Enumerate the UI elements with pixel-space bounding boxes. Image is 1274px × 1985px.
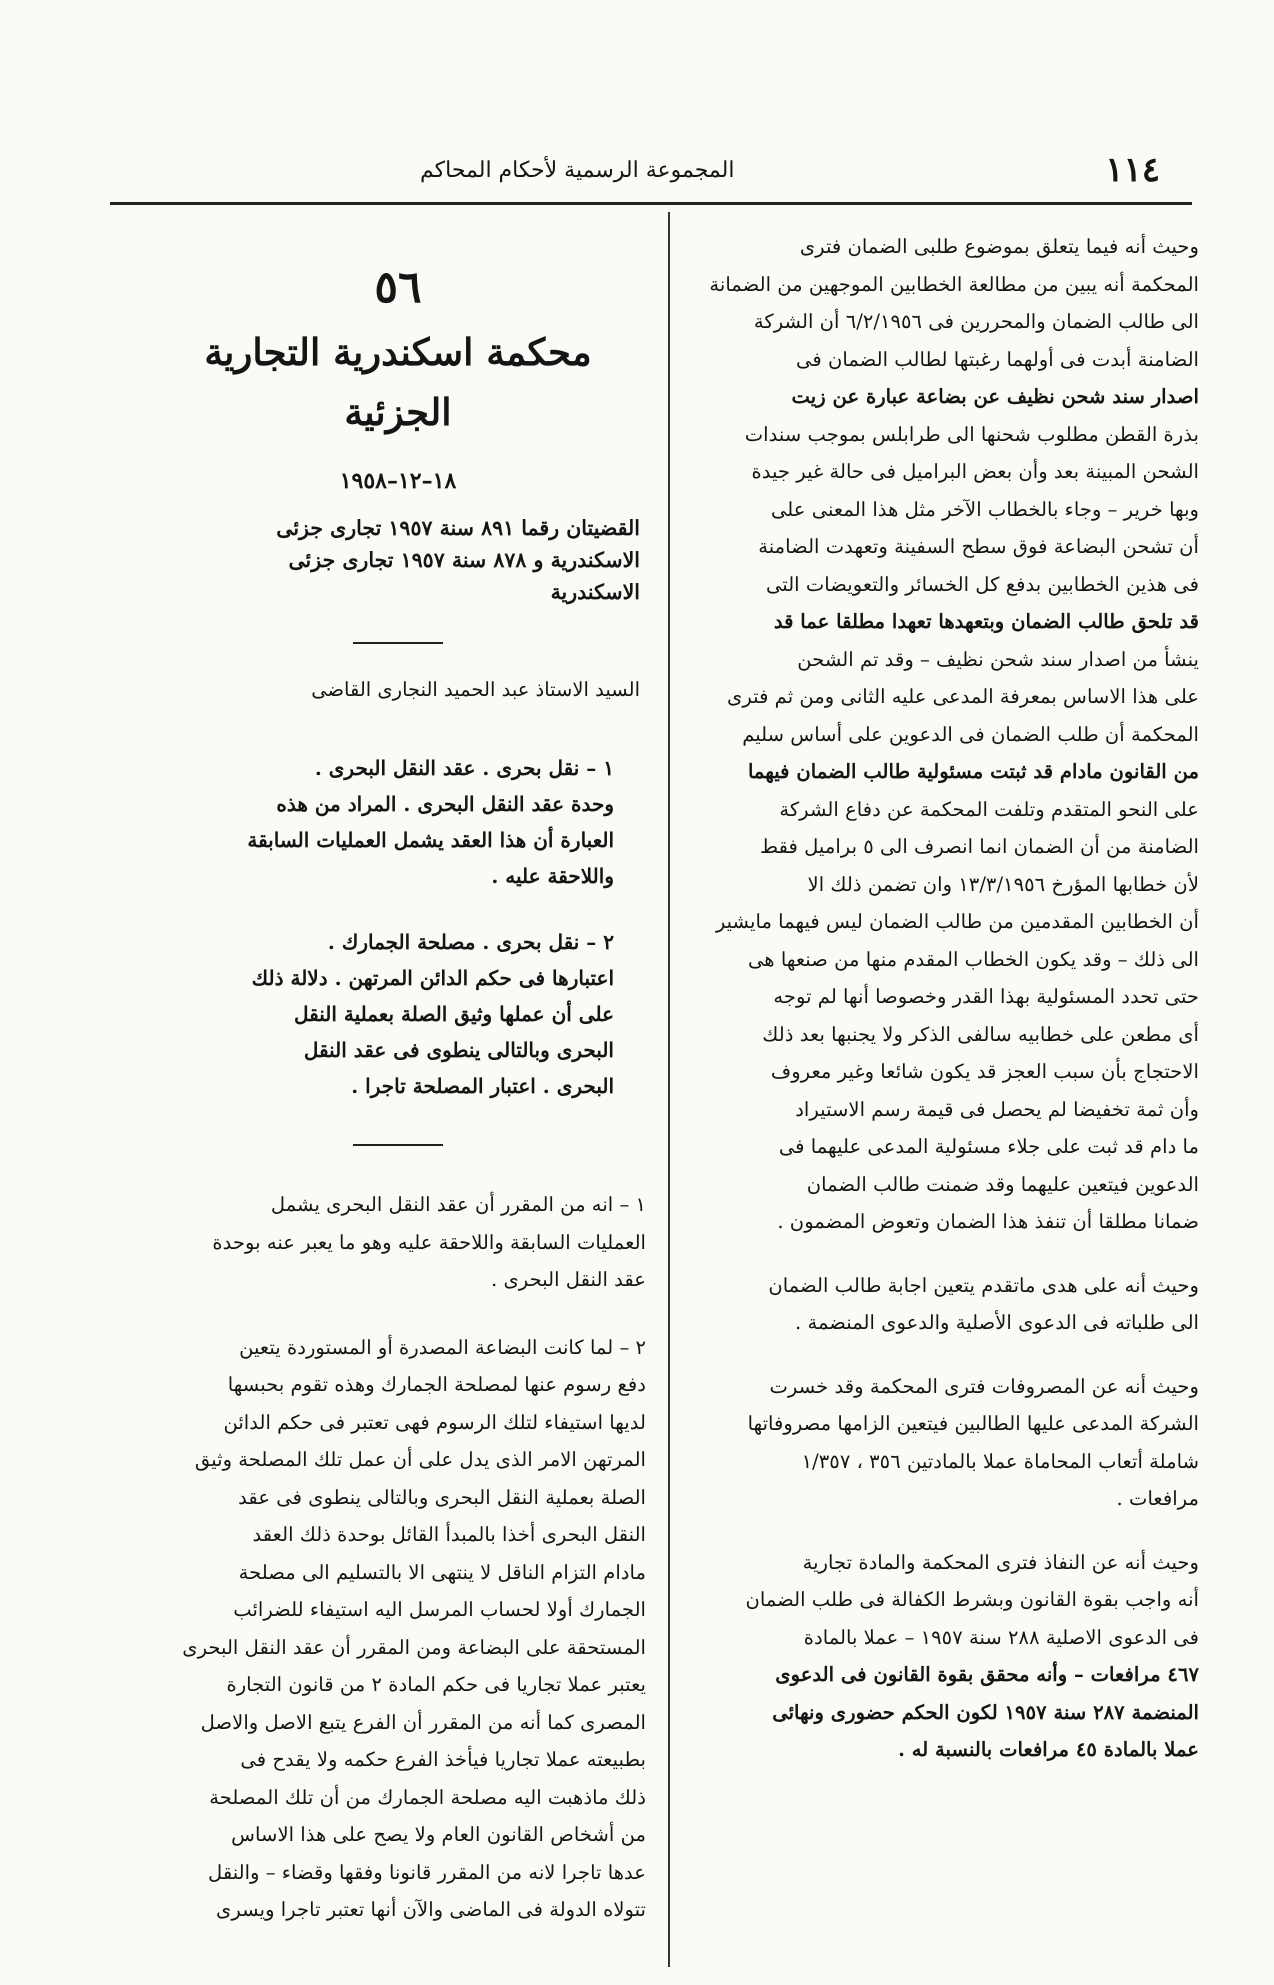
- right-paragraph-1: [695, 228, 1199, 1241]
- text-line: المرتهن الامر الذى يدل على أن عمل تلك المصلحة وثيق: [194, 1448, 646, 1471]
- left-column: [150, 228, 646, 1929]
- text-line: وأن ثمة تخفيضا لم يحصل فى قيمة رسم الاستيراد: [795, 1097, 1199, 1121]
- text-line: ٢ – لما كانت البضاعة المصدرة أو المستوردة يتعين: [239, 1335, 646, 1359]
- text-line: مادام التزام الناقل لا ينتهى الا بالتسليم الى مصلحة: [238, 1560, 646, 1584]
- legal-principle-2: [150, 924, 646, 1104]
- text-line: ضمانا مطلقا أن تنفذ هذا الضمان وتعوض المضمون .: [777, 1210, 1199, 1233]
- text-line: ٤٦٧ مرافعات – وأنه محقق بقوة القانون فى الدعوى: [775, 1663, 1199, 1686]
- text-line: لديها استيفاء لتلك الرسوم فهى تعتبر فى حكم الدائن: [223, 1410, 646, 1434]
- text-line: الاحتجاج بأن سبب العجز قد يكون شائعا وغير معروف: [770, 1060, 1199, 1083]
- text-line: المحكمة أن طلب الضمان فى الدعوين على أساس سليم: [742, 722, 1199, 746]
- text-line: المصرى كما أنه من المقرر أن الفرع يتبع الاصل والاصل: [200, 1710, 646, 1734]
- text-line: تتولاه الدولة فى الماضى والآن أنها تعتبر تاجرا ويسرى: [215, 1898, 646, 1921]
- holding-2: [150, 1329, 646, 1929]
- right-paragraph-2: [695, 1267, 1199, 1342]
- text-line: الضامنة من أن الضمان انما انصرف الى ٥ براميل فقط: [759, 835, 1199, 858]
- text-line: وحيث أنه على هدى ماتقدم يتعين اجابة طالب الضمان: [768, 1273, 1199, 1297]
- text-line: فى هذين الخطابين بدفع كل الخسائر والتعويضات التى: [765, 572, 1199, 596]
- text-line: أن تشحن البضاعة فوق سطح السفينة وتعهدت الضامنة: [758, 535, 1199, 558]
- court-name: محكمة اسكندرية التجارية الجزئية: [204, 330, 592, 434]
- right-paragraph-4: [695, 1544, 1199, 1769]
- section-divider: [353, 1144, 443, 1146]
- text-line: الشركة المدعى عليها الطالبين فيتعين الزامها مصروفاتها: [747, 1412, 1199, 1435]
- text-line: ذلك ماذهبت اليه مصلحة الجمارك من أن تلك المصلحة: [209, 1785, 646, 1809]
- text-line: شاملة أتعاب المحاماة عملا بالمادتين ٣٥٦ ، ١/٣٥٧: [801, 1449, 1199, 1473]
- column-divider: [668, 212, 670, 1967]
- judgment-date: ١٨–١٢–١٩٥٨: [339, 468, 457, 494]
- right-column: [695, 228, 1199, 1769]
- text-line: على هذا الاساس بمعرفة المدعى عليه الثانى ومن ثم فترى: [727, 685, 1199, 708]
- text-line: عدها تاجرا لانه من المقرر قانونا وفقها وقضاء – والنقل: [207, 1860, 646, 1884]
- text-line: النقل البحرى أخذا بالمبدأ القائل بوحدة ذلك العقد: [252, 1523, 646, 1546]
- text-line: الشحن المبينة بعد وأن بعض البراميل فى حالة غير جيدة: [751, 460, 1199, 483]
- text-line: بذرة القطن مطلوب شحنها الى طرابلس بموجب سندات: [744, 422, 1199, 446]
- text-line: لأن خطابها المؤرخ ١٣/٣/١٩٥٦ وان تضمن ذلك الا: [807, 872, 1199, 896]
- text-line: أنه واجب بقوة القانون وبشرط الكفالة فى طلب الضمان: [745, 1588, 1199, 1611]
- text-line: قد تلحق طالب الضمان وبتعهدها تعهدا مطلقا عما قد: [773, 610, 1199, 633]
- text-line: ينشأ من اصدار سند شحن نظيف – وقد تم الشحن: [797, 647, 1199, 671]
- case-number: ٥٦: [374, 262, 422, 313]
- case-reference-line: الاسكندرية: [550, 580, 640, 604]
- text-line: يعتبر عملا تجاريا فى حكم المادة ٢ من قانون التجارة: [226, 1673, 646, 1696]
- text-line: عقد النقل البحرى .: [491, 1268, 646, 1291]
- text-line: وحيث أنه عن النفاذ فترى المحكمة والمادة تجارية: [802, 1550, 1199, 1574]
- text-line: الى ذلك – وقد يكون الخطاب المقدم منها من صنعها هى: [747, 947, 1199, 971]
- text-line: مرافعات .: [1116, 1487, 1199, 1510]
- text-line: على النحو المتقدم وتلفت المحكمة عن دفاع الشركة: [779, 797, 1199, 821]
- principle-line: البحرى وبالتالى ينطوى فى عقد النقل: [303, 1038, 614, 1062]
- text-line: ما دام قد ثبت على جلاء مسئولية المدعى عليهما فى: [778, 1135, 1199, 1158]
- case-reference-line: القضيتان رقما ٨٩١ سنة ١٩٥٧ تجارى جزئى: [276, 516, 640, 540]
- principle-line: وحدة عقد النقل البحرى . المراد من هذه: [276, 792, 614, 816]
- principle-line: البحرى . اعتبار المصلحة تاجرا .: [351, 1074, 614, 1098]
- text-line: حتى تحدد المسئولية بهذا القدر وخصوصا أنها لم توجه: [773, 985, 1199, 1008]
- text-line: عملا بالمادة ٤٥ مرافعات بالنسبة له .: [898, 1738, 1199, 1761]
- judge-name: السيد الاستاذ عبد الحميد النجارى القاضى: [311, 678, 640, 701]
- principle-line: واللاحقة عليه .: [491, 864, 614, 888]
- legal-principle-1: [150, 750, 646, 894]
- principle-line: ٢ – نقل بحرى . مصلحة الجمارك .: [327, 930, 614, 954]
- principle-line: اعتبارها فى حكم الدائن المرتهن . دلالة ذلك: [251, 966, 614, 990]
- text-line: من القانون مادام قد ثبتت مسئولية طالب الضمان فيهما: [747, 760, 1199, 783]
- case-reference-line: الاسكندرية و ٨٧٨ سنة ١٩٥٧ تجارى جزئى: [288, 548, 640, 572]
- text-line: بطبيعته عملا تجاريا فيأخذ الفرع حكمه ولا يقدح فى: [240, 1748, 646, 1771]
- text-line: الضامنة أبدت فى أولهما رغبتها لطالب الضمان فى: [796, 347, 1199, 371]
- page-header: [110, 150, 1190, 190]
- principle-line: ١ – نقل بحرى . عقد النقل البحرى .: [314, 756, 614, 780]
- text-line: دفع رسوم عنها لمصلحة الجمارك وهذه تقوم بحبسها: [227, 1373, 646, 1396]
- text-line: اصدار سند شحن نظيف عن بضاعة عبارة عن زيت: [791, 385, 1199, 408]
- text-line: المنضمة ٢٨٧ سنة ١٩٥٧ لكون الحكم حضورى ونهائى: [772, 1700, 1199, 1724]
- text-line: الى طالب الضمان والمحررين فى ٦/٢/١٩٥٦ أن الشركة: [753, 310, 1199, 333]
- text-line: أن الخطابين المقدمين من طالب الضمان ليس فيهما مايشير: [715, 910, 1199, 933]
- text-line: فى الدعوى الاصلية ٢٨٨ سنة ١٩٥٧ – عملا بالمادة: [803, 1625, 1199, 1649]
- text-line: وبها خرير – وجاء بالخطاب الآخر مثل هذا المعنى على: [770, 497, 1199, 521]
- right-paragraph-3: [695, 1368, 1199, 1518]
- principle-line: العبارة أن هذا العقد يشمل العمليات السابقة: [247, 828, 614, 852]
- text-line: المحكمة أنه يبين من مطالعة الخطابين الموجهين من الضمانة: [709, 272, 1199, 296]
- section-divider: [353, 642, 443, 644]
- text-line: المستحقة على البضاعة ومن المقرر أن عقد النقل البحرى: [182, 1635, 646, 1659]
- text-line: الى طلباته فى الدعوى الأصلية والدعوى المنضمة .: [795, 1311, 1199, 1334]
- text-line: وحيث أنه عن المصروفات فترى المحكمة وقد خسرت: [769, 1374, 1199, 1398]
- text-line: من أشخاص القانون العام ولا يصح على هذا الاساس: [231, 1823, 646, 1846]
- page-number: ١١٤: [1105, 150, 1160, 190]
- text-line: الجمارك أولا لحساب المرسل اليه استيفاء للضرائب: [233, 1598, 646, 1621]
- holding-1: [150, 1186, 646, 1299]
- running-title: المجموعة الرسمية لأحكام المحاكم: [420, 158, 735, 183]
- case-references: [150, 512, 646, 608]
- text-line: وحيث أنه فيما يتعلق بموضوع طلبى الضمان فترى: [799, 235, 1199, 258]
- header-rule: [110, 202, 1192, 205]
- text-line: الصلة بعملية النقل البحرى وبالتالى ينطوى فى عقد: [238, 1485, 646, 1509]
- text-line: ١ – انه من المقرر أن عقد النقل البحرى يشمل: [270, 1193, 646, 1216]
- text-line: أى مطعن على خطابيه سالفى الذكر ولا يجنبها بعد ذلك: [762, 1022, 1199, 1046]
- text-line: العمليات السابقة واللاحقة عليه وهو ما يعبر عنه بوحدة: [212, 1230, 646, 1254]
- text-line: الدعوين فيتعين عليهما وقد ضمنت طالب الضمان: [806, 1172, 1199, 1196]
- principle-line: على أن عملها وثيق الصلة بعملية النقل: [293, 1002, 614, 1026]
